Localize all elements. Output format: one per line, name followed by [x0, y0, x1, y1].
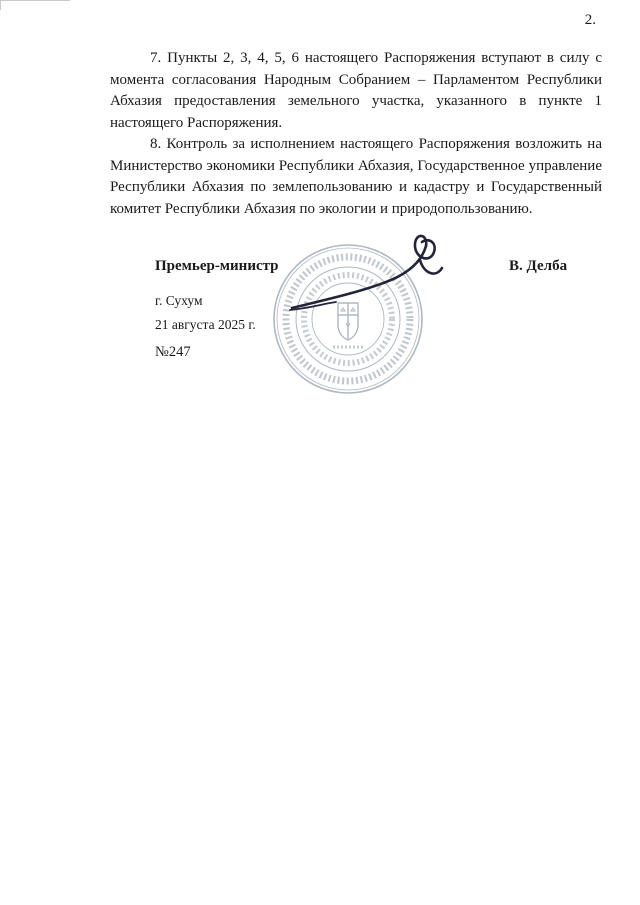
paragraph-8: 8. Контроль за исполнением настоящего Распоряжения возложить на Министерство экономики Республики Абхазия, Государственное управление Республики Абхазия по землепользованию и кадастру и Государственный комитет Республики Абхазия по экологии и природопользованию.	[110, 136, 602, 217]
signature-stroke-main	[292, 246, 426, 308]
document-body	[110, 48, 602, 220]
signer-name: В. Делба	[509, 258, 568, 274]
scan-edge-artifact	[0, 0, 70, 1]
page-number: 2.	[584, 12, 596, 28]
document-number: №247	[155, 344, 191, 360]
paragraph-7: 7. Пункты 2, 3, 4, 5, 6 настоящего Распоряжения вступают в силу с момента согласования Народным Собранием – Парламентом Республики Абхазия предоставления земельного участка, указанного в пункте 1 настоящего Распоряжения.	[110, 50, 602, 131]
signature-stroke-tail	[420, 260, 442, 274]
signer-title: Премьер-министр	[155, 258, 279, 274]
document-city: г. Сухум	[155, 293, 203, 308]
scan-edge-artifact	[0, 0, 1, 10]
signature-ink	[270, 218, 470, 328]
document-date: 21 августа 2025 г.	[155, 317, 256, 332]
